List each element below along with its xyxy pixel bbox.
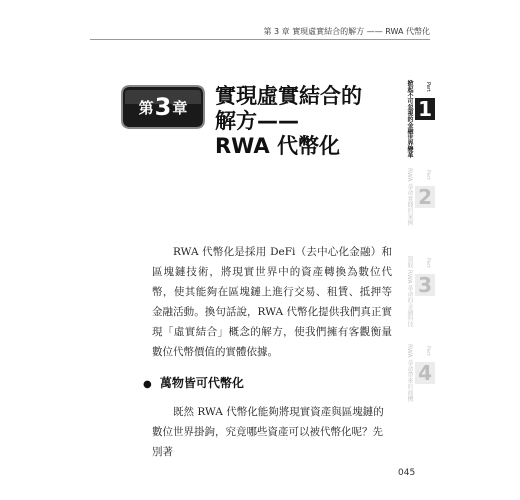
- part-tab-4[interactable]: [403, 340, 437, 424]
- section-paragraph: 既然 RWA 代幣化能夠將現實資產與區塊鏈的數位世界掛鉤，究竟哪些資產可以被代幣化呢？先別著: [152, 406, 384, 458]
- section-title: 萬物皆可代幣化: [159, 376, 244, 390]
- section-text: [152, 402, 392, 462]
- badge-suffix: 章: [172, 98, 188, 117]
- chapter-badge: [118, 80, 208, 134]
- section-heading: [143, 374, 244, 391]
- part-tabs: [403, 76, 437, 428]
- header-chapter: 第 3 章: [263, 27, 290, 36]
- chapter-title-line-1: 實現虛實結合的: [215, 84, 362, 108]
- part-tab-2[interactable]: [403, 164, 437, 248]
- part-tab-3[interactable]: [403, 252, 437, 336]
- part-tab-3-part: Part: [425, 258, 431, 268]
- chapter-title-line-2: 解方——: [215, 109, 299, 133]
- badge-number: 3: [154, 93, 172, 121]
- chapter-title: [215, 84, 425, 159]
- part-tab-3-text: 駕馭 RWA 革命的金融科技: [406, 256, 413, 328]
- part-tab-1-part: Part: [425, 82, 431, 92]
- bullet-icon: ●: [143, 379, 152, 390]
- part-tab-4-part: Part: [425, 346, 431, 356]
- header-title: 實現虛實結合的解方 —— RWA 代幣化: [292, 27, 430, 36]
- part-tab-2-part: Part: [425, 170, 431, 180]
- part-tab-1-text: 掀起不可忽視的金融世界變革: [406, 80, 413, 158]
- part-tab-1-number: 1: [415, 98, 435, 120]
- intro-text: [152, 242, 392, 362]
- part-tab-3-number: 3: [415, 274, 435, 296]
- part-tab-4-text: RWA 革命帶來的商機: [406, 344, 413, 402]
- part-tab-1[interactable]: [403, 76, 437, 160]
- part-tab-2-text: RWA 革命實踐的案例: [406, 168, 413, 226]
- page-number: 045: [398, 468, 416, 478]
- badge-prefix: 第: [138, 98, 154, 117]
- part-tab-4-number: 4: [415, 362, 435, 384]
- chapter-title-line-3: RWA 代幣化: [215, 134, 340, 158]
- running-header: [90, 26, 430, 42]
- intro-paragraph: RWA 代幣化是採用 DeFi（去中心化金融）和區塊鏈技術，將現實世界中的資產轉換為數位代幣，使其能夠在區塊鏈上進行交易、租賃、抵押等金融活動。換句話說，RWA 代幣化提供我們真正實現「虛實結合」概念的解方，使我們擁有客觀衡量數位代幣價值的實體依據。: [152, 246, 392, 358]
- header-rule: [90, 39, 430, 40]
- part-tab-2-number: 2: [415, 186, 435, 208]
